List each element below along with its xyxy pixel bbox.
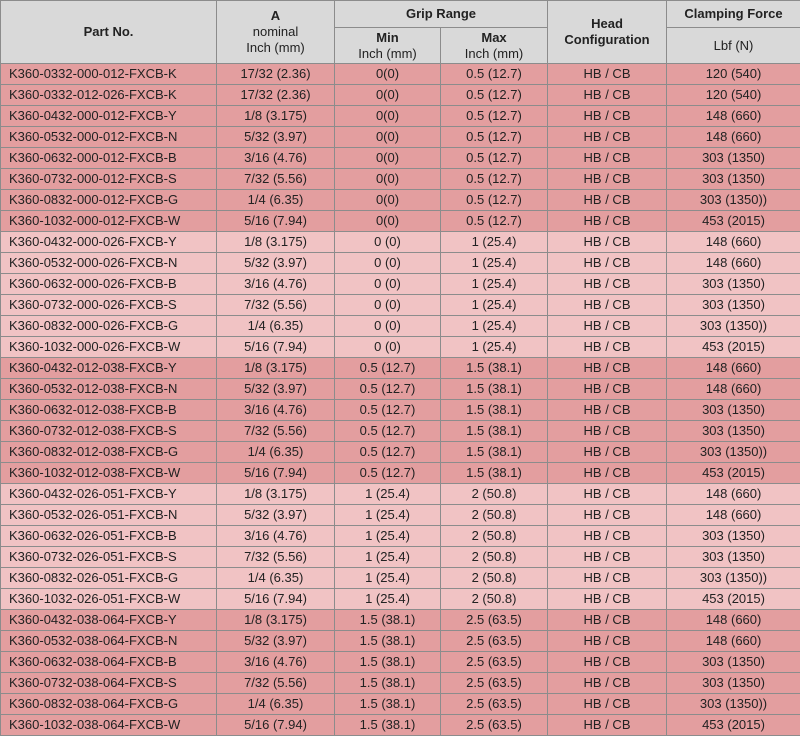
cell-part-no: K360-0832-038-064-FXCB-G: [1, 694, 217, 715]
cell-a-nominal: 1/4 (6.35): [217, 190, 335, 211]
cell-a-nominal: 7/32 (5.56): [217, 547, 335, 568]
table-row: [1, 337, 800, 358]
cell-clamping-force: 303 (1350)): [667, 442, 800, 463]
table-row: [1, 274, 800, 295]
table-row: [1, 169, 800, 190]
cell-clamping-force: 303 (1350): [667, 421, 800, 442]
cell-head-configuration: HB / CB: [548, 400, 667, 421]
table-row: [1, 442, 800, 463]
cell-a-nominal: 5/16 (7.94): [217, 211, 335, 232]
cell-clamping-force: 453 (2015): [667, 211, 800, 232]
header-grip-range: Grip Range: [335, 1, 548, 28]
table-row: [1, 358, 800, 379]
cell-a-nominal: 7/32 (5.56): [217, 673, 335, 694]
cell-clamping-force: 303 (1350)): [667, 190, 800, 211]
cell-grip-min: 0.5 (12.7): [335, 400, 441, 421]
cell-head-configuration: HB / CB: [548, 610, 667, 631]
cell-grip-min: 0 (0): [335, 316, 441, 337]
cell-clamping-force: 453 (2015): [667, 589, 800, 610]
cell-a-nominal: 7/32 (5.56): [217, 295, 335, 316]
cell-head-configuration: HB / CB: [548, 694, 667, 715]
cell-clamping-force: 148 (660): [667, 253, 800, 274]
cell-clamping-force: 148 (660): [667, 106, 800, 127]
table-row: [1, 505, 800, 526]
cell-part-no: K360-0432-038-064-FXCB-Y: [1, 610, 217, 631]
cell-grip-max: 2 (50.8): [441, 526, 548, 547]
cell-grip-max: 0.5 (12.7): [441, 148, 548, 169]
cell-clamping-force: 148 (660): [667, 484, 800, 505]
cell-clamping-force: 303 (1350): [667, 169, 800, 190]
header-min-title: Min: [376, 29, 399, 45]
cell-grip-max: 2 (50.8): [441, 589, 548, 610]
table-header: [1, 1, 800, 64]
cell-part-no: K360-1032-026-051-FXCB-W: [1, 589, 217, 610]
cell-a-nominal: 5/32 (3.97): [217, 631, 335, 652]
cell-grip-min: 1.5 (38.1): [335, 694, 441, 715]
cell-clamping-force: 303 (1350): [667, 295, 800, 316]
cell-head-configuration: HB / CB: [548, 421, 667, 442]
cell-part-no: K360-0832-000-026-FXCB-G: [1, 316, 217, 337]
table-row: [1, 652, 800, 673]
header-min: [335, 28, 441, 64]
cell-clamping-force: 148 (660): [667, 127, 800, 148]
cell-head-configuration: HB / CB: [548, 211, 667, 232]
cell-grip-max: 0.5 (12.7): [441, 127, 548, 148]
cell-clamping-force: 120 (540): [667, 64, 800, 85]
cell-grip-min: 1 (25.4): [335, 526, 441, 547]
table-row: [1, 421, 800, 442]
table-row: [1, 316, 800, 337]
header-min-unit: Inch (mm): [358, 45, 417, 61]
cell-a-nominal: 1/8 (3.175): [217, 484, 335, 505]
cell-clamping-force: 303 (1350): [667, 274, 800, 295]
cell-grip-min: 0 (0): [335, 274, 441, 295]
cell-clamping-force: 303 (1350)): [667, 694, 800, 715]
header-a-title: A: [270, 8, 281, 23]
cell-grip-min: 1.5 (38.1): [335, 631, 441, 652]
cell-part-no: K360-0732-026-051-FXCB-S: [1, 547, 217, 568]
cell-head-configuration: HB / CB: [548, 526, 667, 547]
cell-a-nominal: 3/16 (4.76): [217, 526, 335, 547]
table-row: [1, 610, 800, 631]
cell-clamping-force: 148 (660): [667, 505, 800, 526]
cell-part-no: K360-0832-012-038-FXCB-G: [1, 442, 217, 463]
table-row: [1, 127, 800, 148]
cell-a-nominal: 17/32 (2.36): [217, 64, 335, 85]
cell-a-nominal: 1/8 (3.175): [217, 358, 335, 379]
cell-part-no: K360-1032-038-064-FXCB-W: [1, 715, 217, 736]
cell-grip-min: 1 (25.4): [335, 505, 441, 526]
table-row: [1, 253, 800, 274]
table-row: [1, 85, 800, 106]
cell-clamping-force: 303 (1350): [667, 547, 800, 568]
cell-a-nominal: 3/16 (4.76): [217, 652, 335, 673]
cell-part-no: K360-0732-012-038-FXCB-S: [1, 421, 217, 442]
cell-grip-max: 2.5 (63.5): [441, 631, 548, 652]
cell-head-configuration: HB / CB: [548, 169, 667, 190]
cell-a-nominal: 5/16 (7.94): [217, 337, 335, 358]
cell-grip-max: 0.5 (12.7): [441, 211, 548, 232]
cell-a-nominal: 5/32 (3.97): [217, 127, 335, 148]
cell-a-nominal: 1/8 (3.175): [217, 232, 335, 253]
cell-grip-min: 0(0): [335, 64, 441, 85]
cell-part-no: K360-0532-012-038-FXCB-N: [1, 379, 217, 400]
cell-grip-max: 2 (50.8): [441, 568, 548, 589]
cell-grip-min: 0.5 (12.7): [335, 379, 441, 400]
table-row: [1, 295, 800, 316]
cell-grip-max: 1 (25.4): [441, 232, 548, 253]
cell-head-configuration: HB / CB: [548, 64, 667, 85]
header-a-sub2: Inch (mm): [246, 40, 305, 55]
cell-grip-max: 2.5 (63.5): [441, 715, 548, 736]
table-row: [1, 232, 800, 253]
cell-part-no: K360-0832-026-051-FXCB-G: [1, 568, 217, 589]
cell-grip-max: 1 (25.4): [441, 274, 548, 295]
cell-head-configuration: HB / CB: [548, 253, 667, 274]
cell-head-configuration: HB / CB: [548, 568, 667, 589]
cell-grip-min: 1.5 (38.1): [335, 715, 441, 736]
table-row: [1, 211, 800, 232]
header-max: [441, 28, 548, 64]
cell-grip-max: 0.5 (12.7): [441, 169, 548, 190]
cell-grip-max: 2 (50.8): [441, 484, 548, 505]
cell-a-nominal: 5/16 (7.94): [217, 715, 335, 736]
cell-a-nominal: 7/32 (5.56): [217, 421, 335, 442]
cell-grip-max: 1.5 (38.1): [441, 442, 548, 463]
cell-part-no: K360-0332-000-012-FXCB-K: [1, 64, 217, 85]
table-row: [1, 589, 800, 610]
table-row: [1, 106, 800, 127]
cell-grip-min: 0.5 (12.7): [335, 421, 441, 442]
cell-a-nominal: 1/8 (3.175): [217, 106, 335, 127]
cell-head-configuration: HB / CB: [548, 295, 667, 316]
cell-part-no: K360-0432-012-038-FXCB-Y: [1, 358, 217, 379]
cell-part-no: K360-0632-000-012-FXCB-B: [1, 148, 217, 169]
cell-head-configuration: HB / CB: [548, 85, 667, 106]
cell-grip-min: 0(0): [335, 169, 441, 190]
cell-clamping-force: 453 (2015): [667, 463, 800, 484]
cell-a-nominal: 1/4 (6.35): [217, 568, 335, 589]
cell-clamping-force: 303 (1350): [667, 652, 800, 673]
cell-grip-min: 1.5 (38.1): [335, 610, 441, 631]
cell-clamping-force: 303 (1350)): [667, 568, 800, 589]
cell-clamping-force: 120 (540): [667, 85, 800, 106]
table-row: [1, 715, 800, 736]
cell-part-no: K360-0432-000-012-FXCB-Y: [1, 106, 217, 127]
cell-part-no: K360-0632-000-026-FXCB-B: [1, 274, 217, 295]
cell-clamping-force: 148 (660): [667, 358, 800, 379]
cell-head-configuration: HB / CB: [548, 274, 667, 295]
cell-grip-max: 1.5 (38.1): [441, 400, 548, 421]
cell-head-configuration: HB / CB: [548, 631, 667, 652]
cell-grip-min: 1 (25.4): [335, 547, 441, 568]
table-row: [1, 148, 800, 169]
cell-grip-max: 2 (50.8): [441, 547, 548, 568]
cell-head-configuration: HB / CB: [548, 232, 667, 253]
cell-grip-min: 1 (25.4): [335, 484, 441, 505]
cell-grip-max: 0.5 (12.7): [441, 64, 548, 85]
cell-part-no: K360-0632-038-064-FXCB-B: [1, 652, 217, 673]
table-row: [1, 463, 800, 484]
cell-grip-max: 0.5 (12.7): [441, 85, 548, 106]
cell-clamping-force: 148 (660): [667, 631, 800, 652]
cell-clamping-force: 303 (1350): [667, 526, 800, 547]
cell-part-no: K360-0532-026-051-FXCB-N: [1, 505, 217, 526]
header-a-nominal: [217, 1, 335, 64]
cell-grip-max: 2.5 (63.5): [441, 673, 548, 694]
header-part-no: Part No.: [1, 1, 217, 64]
cell-grip-min: 0(0): [335, 211, 441, 232]
cell-part-no: K360-0432-026-051-FXCB-Y: [1, 484, 217, 505]
cell-grip-min: 0(0): [335, 85, 441, 106]
table-row: [1, 526, 800, 547]
cell-head-configuration: HB / CB: [548, 127, 667, 148]
cell-grip-max: 1 (25.4): [441, 253, 548, 274]
cell-clamping-force: 303 (1350): [667, 148, 800, 169]
cell-head-configuration: HB / CB: [548, 358, 667, 379]
cell-head-configuration: HB / CB: [548, 316, 667, 337]
cell-head-configuration: HB / CB: [548, 484, 667, 505]
cell-a-nominal: 7/32 (5.56): [217, 169, 335, 190]
table-row: [1, 568, 800, 589]
cell-a-nominal: 5/16 (7.94): [217, 463, 335, 484]
cell-head-configuration: HB / CB: [548, 547, 667, 568]
table-row: [1, 694, 800, 715]
cell-part-no: K360-0732-000-012-FXCB-S: [1, 169, 217, 190]
cell-grip-min: 1.5 (38.1): [335, 673, 441, 694]
cell-grip-max: 1.5 (38.1): [441, 463, 548, 484]
cell-part-no: K360-1032-000-012-FXCB-W: [1, 211, 217, 232]
table-row: [1, 673, 800, 694]
cell-grip-min: 0(0): [335, 127, 441, 148]
header-head-line2: Configuration: [564, 32, 650, 47]
header-a-sub1: nominal: [252, 24, 299, 39]
cell-part-no: K360-0632-012-038-FXCB-B: [1, 400, 217, 421]
table-row: [1, 631, 800, 652]
cell-head-configuration: HB / CB: [548, 442, 667, 463]
cell-part-no: K360-1032-000-026-FXCB-W: [1, 337, 217, 358]
cell-grip-min: 0.5 (12.7): [335, 463, 441, 484]
header-max-unit: Inch (mm): [464, 45, 524, 61]
cell-grip-max: 1.5 (38.1): [441, 421, 548, 442]
cell-a-nominal: 17/32 (2.36): [217, 85, 335, 106]
table-row: [1, 64, 800, 85]
cell-head-configuration: HB / CB: [548, 379, 667, 400]
cell-clamping-force: 303 (1350): [667, 673, 800, 694]
cell-part-no: K360-0632-026-051-FXCB-B: [1, 526, 217, 547]
header-clamp-unit: Lbf (N): [667, 28, 800, 64]
cell-part-no: K360-0332-012-026-FXCB-K: [1, 85, 217, 106]
cell-part-no: K360-0532-038-064-FXCB-N: [1, 631, 217, 652]
cell-head-configuration: HB / CB: [548, 337, 667, 358]
cell-part-no: K360-0432-000-026-FXCB-Y: [1, 232, 217, 253]
cell-clamping-force: 148 (660): [667, 232, 800, 253]
cell-head-configuration: HB / CB: [548, 190, 667, 211]
cell-part-no: K360-0532-000-012-FXCB-N: [1, 127, 217, 148]
cell-part-no: K360-0732-000-026-FXCB-S: [1, 295, 217, 316]
table-row: [1, 484, 800, 505]
header-clamping-force: Clamping Force: [667, 1, 800, 28]
cell-grip-min: 0.5 (12.7): [335, 358, 441, 379]
cell-a-nominal: 1/4 (6.35): [217, 442, 335, 463]
cell-grip-max: 0.5 (12.7): [441, 106, 548, 127]
cell-part-no: K360-1032-012-038-FXCB-W: [1, 463, 217, 484]
cell-grip-max: 1 (25.4): [441, 295, 548, 316]
cell-grip-min: 0 (0): [335, 295, 441, 316]
cell-grip-max: 1 (25.4): [441, 316, 548, 337]
cell-grip-min: 0(0): [335, 148, 441, 169]
table-body: [1, 64, 800, 736]
cell-a-nominal: 5/32 (3.97): [217, 253, 335, 274]
cell-clamping-force: 453 (2015): [667, 715, 800, 736]
cell-a-nominal: 1/4 (6.35): [217, 694, 335, 715]
cell-clamping-force: 148 (660): [667, 610, 800, 631]
cell-grip-min: 1.5 (38.1): [335, 652, 441, 673]
cell-grip-min: 0 (0): [335, 232, 441, 253]
cell-grip-max: 1.5 (38.1): [441, 379, 548, 400]
cell-a-nominal: 1/4 (6.35): [217, 316, 335, 337]
cell-grip-max: 1 (25.4): [441, 337, 548, 358]
table-row: [1, 547, 800, 568]
cell-head-configuration: HB / CB: [548, 505, 667, 526]
cell-grip-min: 1 (25.4): [335, 568, 441, 589]
cell-grip-max: 2.5 (63.5): [441, 652, 548, 673]
header-max-title: Max: [481, 29, 507, 45]
header-head-configuration: [548, 1, 667, 64]
cell-a-nominal: 5/32 (3.97): [217, 505, 335, 526]
cell-grip-min: 0 (0): [335, 253, 441, 274]
cell-a-nominal: 3/16 (4.76): [217, 274, 335, 295]
cell-grip-min: 1 (25.4): [335, 589, 441, 610]
cell-grip-max: 1.5 (38.1): [441, 358, 548, 379]
cell-a-nominal: 1/8 (3.175): [217, 610, 335, 631]
cell-head-configuration: HB / CB: [548, 148, 667, 169]
cell-part-no: K360-0832-000-012-FXCB-G: [1, 190, 217, 211]
cell-clamping-force: 303 (1350)): [667, 316, 800, 337]
cell-clamping-force: 453 (2015): [667, 337, 800, 358]
cell-grip-min: 0.5 (12.7): [335, 442, 441, 463]
cell-part-no: K360-0732-038-064-FXCB-S: [1, 673, 217, 694]
cell-a-nominal: 5/32 (3.97): [217, 379, 335, 400]
cell-head-configuration: HB / CB: [548, 589, 667, 610]
cell-head-configuration: HB / CB: [548, 652, 667, 673]
cell-a-nominal: 5/16 (7.94): [217, 589, 335, 610]
cell-grip-max: 2.5 (63.5): [441, 694, 548, 715]
cell-grip-max: 2.5 (63.5): [441, 610, 548, 631]
cell-a-nominal: 3/16 (4.76): [217, 148, 335, 169]
cell-head-configuration: HB / CB: [548, 715, 667, 736]
cell-head-configuration: HB / CB: [548, 463, 667, 484]
cell-part-no: K360-0532-000-026-FXCB-N: [1, 253, 217, 274]
cell-head-configuration: HB / CB: [548, 673, 667, 694]
header-head-line1: Head: [591, 16, 623, 31]
cell-grip-min: 0(0): [335, 190, 441, 211]
table-row: [1, 379, 800, 400]
cell-grip-max: 0.5 (12.7): [441, 190, 548, 211]
cell-grip-max: 2 (50.8): [441, 505, 548, 526]
cell-head-configuration: HB / CB: [548, 106, 667, 127]
table-row: [1, 400, 800, 421]
cell-clamping-force: 148 (660): [667, 379, 800, 400]
cell-a-nominal: 3/16 (4.76): [217, 400, 335, 421]
cell-grip-min: 0 (0): [335, 337, 441, 358]
cell-grip-min: 0(0): [335, 106, 441, 127]
cell-clamping-force: 303 (1350): [667, 400, 800, 421]
table-row: [1, 190, 800, 211]
